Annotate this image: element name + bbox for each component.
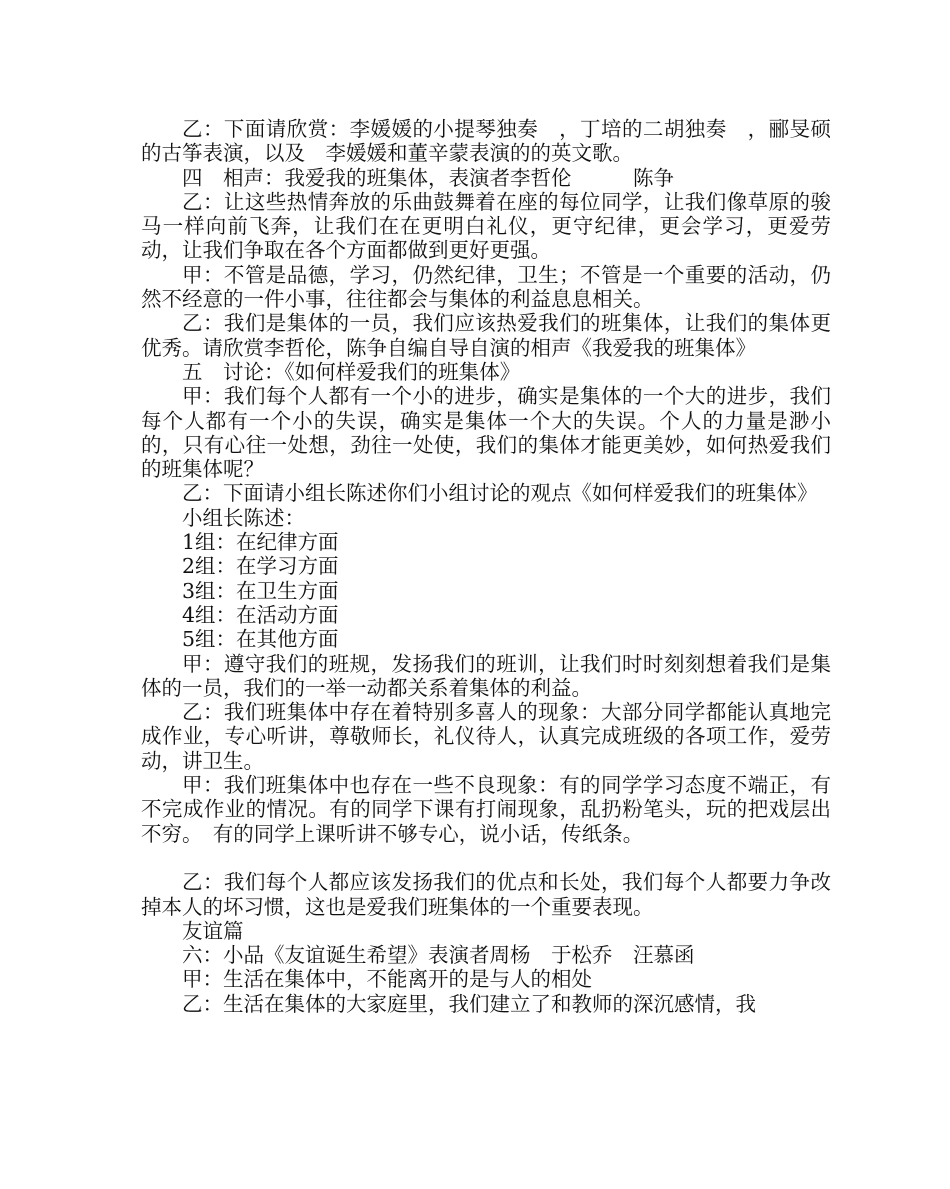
- list-item-group-2: 2组：在学习方面: [182, 554, 339, 579]
- paragraph-strengths-habits: 乙：我们每个人都应该发扬我们的优点和长处，我们每个人都要力争改掉本人的坏习惯，这也是爱我们班集体的一个重要表现。: [141, 870, 831, 919]
- document-body: [141, 117, 831, 1016]
- list-item-group-5: 5组：在其他方面: [182, 627, 339, 652]
- blank-line: [141, 846, 831, 870]
- paragraph-section-four-crosstalk: 四 相声：我爱我的班集体，表演者李哲伦 陈争: [182, 165, 674, 190]
- paragraph-family-teachers: 乙：生活在集体的大家庭里，我们建立了和教师的深沉感情，我: [182, 991, 756, 1016]
- list-item-group-3: 3组：在卫生方面: [182, 578, 339, 603]
- paragraph-class-rules: 甲：遵守我们的班规，发扬我们的班训，让我们时时刻刻想着我们是集体的一员，我们的一举一动都关系着集体的利益。: [141, 651, 831, 700]
- paragraph-living-in-collective: 甲：生活在集体中，不能离开的是与人的相处: [182, 967, 592, 992]
- section-heading-friendship: 友谊篇: [182, 918, 244, 943]
- paragraph-progress-and-mistakes: 甲：我们每个人都有一个小的进步，确实是集体的一个大的进步，我们每个人都有一个小的失误，确实是集体一个大的失误。个人的力量是渺小的，只有心往一处想，劲往一处使，我们的集体才能更美妙，如何热爱我们的班集体呢？: [141, 384, 831, 482]
- paragraph-negative-phenomena: 甲：我们班集体中也存在一些不良现象：有的同学学习态度不端正，有不完成作业的情况。有的同学下课有打闹现象，乱扔粉笔头，玩的把戏层出不穷。 有的同学上课听讲不够专心，说小话，传纸条。: [141, 773, 831, 846]
- paragraph-group-leader-label: 小组长陈述：: [182, 505, 305, 530]
- paragraph-collective-interest: 甲：不管是品德，学习，仍然纪律，卫生；不管是一个重要的活动，仍然不经意的一件小事，往往都会与集体的利益息息相关。: [141, 262, 831, 312]
- paragraph-violin-performances: 乙：下面请欣赏：李媛媛的小提琴独奏 ，丁培的二胡独奏 ，郦旻硕的古筝表演，以及 李媛媛和董辛蒙表演的的英文歌。: [141, 117, 831, 166]
- list-item-group-1: 1组：在纪律方面: [182, 530, 339, 555]
- paragraph-section-five-discussion: 五 讨论：《如何样爱我们的班集体》: [182, 359, 521, 384]
- paragraph-music-encouragement: 乙：让这些热情奔放的乐曲鼓舞着在座的每位同学，让我们像草原的骏马一样向前飞奔，让我们在在更明白礼仪，更守纪律，更会学习，更爱劳动，让我们争取在各个方面都做到更好更强。: [141, 189, 831, 263]
- paragraph-crosstalk-intro: 乙：我们是集体的一员，我们应该热爱我们的班集体，让我们的集体更优秀。请欣赏李哲伦，陈争自编自导自演的相声《我爱我的班集体》: [141, 311, 831, 360]
- paragraph-group-leader-prompt: 乙：下面请小组长陈述你们小组讨论的观点《如何样爱我们的班集体》: [182, 481, 818, 506]
- paragraph-positive-phenomena: 乙：我们班集体中存在着特别多喜人的现象：大部分同学都能认真地完成作业，专心听讲，尊敬师长，礼仪待人，认真完成班级的各项工作，爱劳动，讲卫生。: [141, 700, 831, 773]
- list-item-group-4: 4组：在活动方面: [182, 602, 339, 627]
- paragraph-section-six-sketch: 六：小品《友谊诞生希望》表演者周杨 于松乔 汪慕函: [182, 943, 695, 968]
